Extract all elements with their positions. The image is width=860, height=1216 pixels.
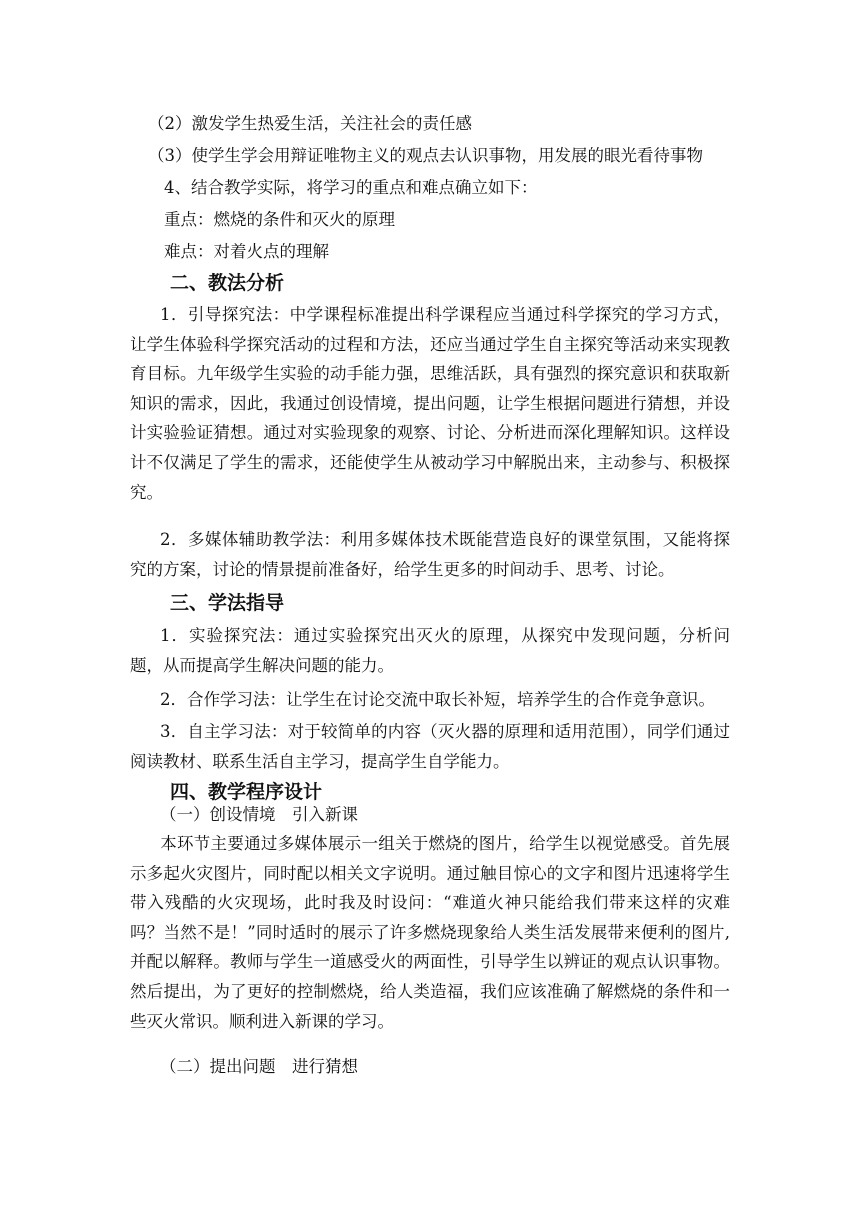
teaching-method-paragraph-2: 2．多媒体辅助教学法：利用多媒体技术既能营造良好的课堂氛围，又能将探究的方案，讨论的情景提前准备好，给学生更多的时间动手、思考、讨论。 xyxy=(130,530,730,579)
section-three-heading: 三、学法指导 xyxy=(170,592,285,614)
subsection-2-title: （二）提出问题 进行猜想 xyxy=(160,1057,358,1076)
goal-3-line: （3）使学生学会用辩证唯物主义的观点去认识事物，用发展的眼光看待事物 xyxy=(148,146,703,165)
difficulty-line: 难点：对着火点的理解 xyxy=(164,242,329,261)
teaching-method-paragraph-1: 1．引导探究法：中学课程标准提出科学课程应当通过科学探究的学习方式，让学生体验科学探究活动的过程和方法，还应当通过学生自主探究等活动来实现教育目标。九年级学生实验的动手能力强，思维活跃，具有强烈的探究意识和获取新知识的需求，因此，我通过创设情境，提出问题，让学生根据问题进行猜想，并设计实验验证猜想。通过对实验现象的观察、讨论、分析进而深化理解知识。这样设计不仅满足了学生的需求，还能使学生从被动学习中解脱出来，主动参与、积极探究。 xyxy=(130,305,730,502)
learning-method-paragraph-3: 3．自主学习法：对于较简单的内容（灭火器的原理和适用范围），同学们通过阅读教材、联系生活自主学习，提高学生自学能力。 xyxy=(130,722,730,771)
section-four-heading: 四、教学程序设计 xyxy=(170,781,323,803)
section-two-heading: 二、教法分析 xyxy=(170,272,285,294)
procedure-paragraph-1: 本环节主要通过多媒体展示一组关于燃烧的图片，给学生以视觉感受。首先展示多起火灾图片，同时配以相关文字说明。通过触目惊心的文字和图片迅速将学生带入残酷的火灾现场，此时我及时设问：“难道火神只能给我们带来这样的灾难吗？当然不是！”同时适时的展示了许多燃烧现象给人类生活发展带来便利的图片,并配以解释。教师与学生一道感受火的两面性，引导学生以辨证的观点认识事物。然后提出，为了更好的控制燃烧，给人类造福，我们应该准确了解燃烧的条件和一些灭火常识。顺利进入新课的学习。 xyxy=(130,834,730,1031)
learning-method-paragraph-1: 1．实验探究法：通过实验探究出灭火的原理，从探究中发现问题，分析问题，从而提高学生解决问题的能力。 xyxy=(130,626,730,675)
goal-2-line: （2）激发学生热爱生活，关注社会的责任感 xyxy=(148,114,472,133)
subsection-1-title: （一）创设情境 引入新课 xyxy=(160,805,358,824)
key-point-line: 重点：燃烧的条件和灭火的原理 xyxy=(164,210,395,229)
item-4-line: 4、结合教学实际，将学习的重点和难点确立如下： xyxy=(164,178,538,197)
learning-method-paragraph-2: 2．合作学习法：让学生在讨论交流中取长补短，培养学生的合作竞争意识。 xyxy=(160,690,715,709)
